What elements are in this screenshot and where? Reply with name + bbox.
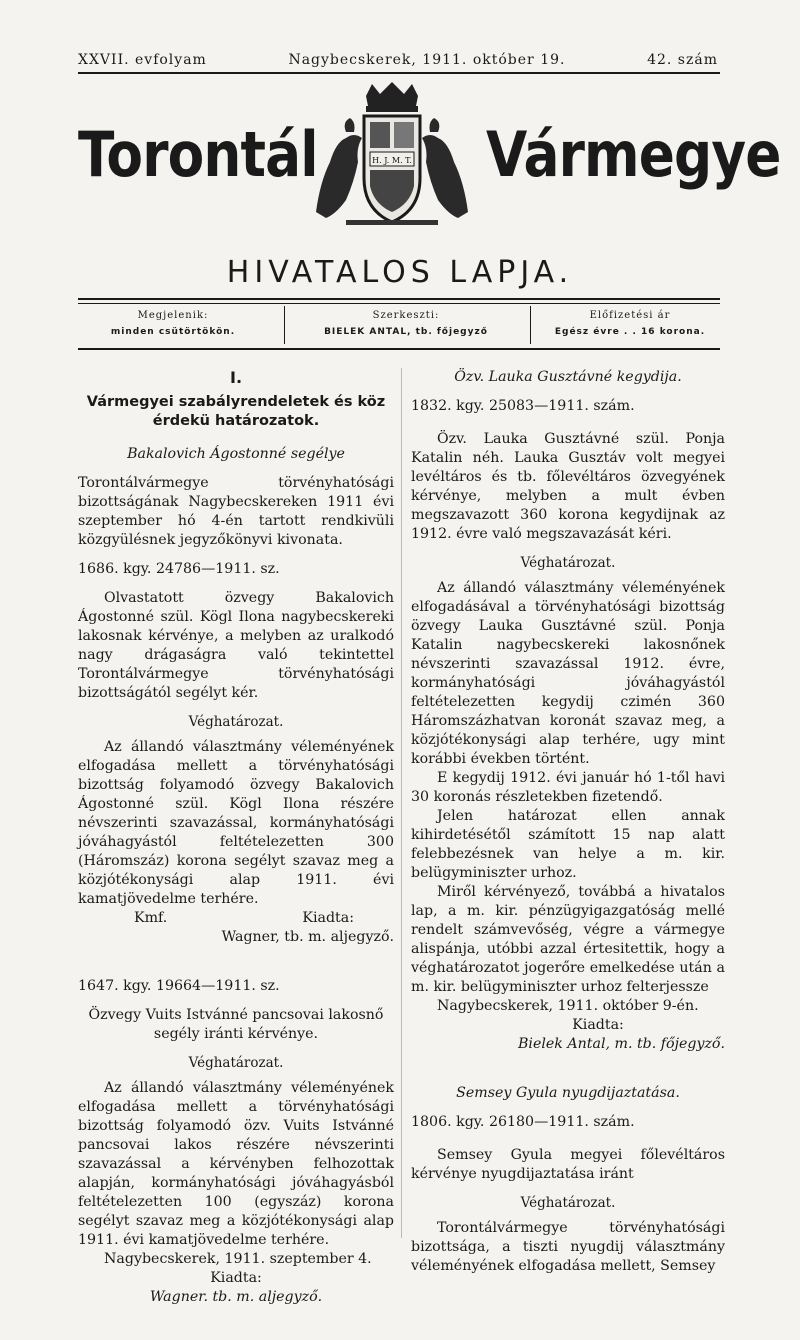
- crest-text: H. J. M. T.: [372, 156, 412, 165]
- decision-text: Az állandó választmány véleményének elfogadása mellett a törvényhatósági bizottság folyamodó özvegy Bakalovich Ágostonné szül. Kögl Ilona részére névszerinti szavazással, kormányhatósági jóváhagyástól feltételezetten 300 (Háromszáz) korona segélyt szavaz meg a közjótékonysági alap 1911. évi kamatjövedelme terhére.: [78, 739, 394, 907]
- subscription-box: [540, 310, 720, 337]
- appears-label: Megjelenik:: [137, 310, 209, 321]
- article-body: Özv. Lauka Gusztávné szül. Ponja Katalin néh. Lauka Gusztáv volt megyei levéltáros és tb. főlevéltáros özvegyének kérvénye, melyben a mult évben megszavazott 360 korona kegydijnak az 1912. évre való megszavazását kéri.: [411, 431, 725, 542]
- issued-label: Kiadta:: [210, 1270, 262, 1286]
- info-divider-1: [284, 306, 285, 344]
- subscription-value: Egész évre . . 16 korona.: [554, 327, 706, 337]
- decision-label: Véghatározat.: [188, 1055, 284, 1071]
- article-reference: 1832. kgy. 25083—1911. szám.: [411, 398, 635, 414]
- info-rule-top-thin: [78, 303, 720, 304]
- appears-box: [78, 310, 268, 337]
- paragraph: Miről kérvényező, továbbá a hivatalos lap, a m. kir. pénzügyigazgatóság mellé rendelt számvevőség, végre a vármegye alispánja, utóbbi azzal értesitettik, hogy a véghatározatot jogerőre emelkedése után a m. kir. belügyminiszter urhoz felterjessze: [411, 884, 725, 995]
- signature-line: [78, 909, 394, 928]
- article-title: Özvegy Vuits Istvánné pancsovai lakosnő segély iránti kérvénye.: [88, 1007, 384, 1042]
- left-column: [78, 368, 394, 1307]
- decision-label: Véghatározat.: [520, 1195, 616, 1211]
- signer: Bielek Antal, m. tb. főjegyző.: [518, 1036, 725, 1052]
- editor-value: BIELEK ANTAL, tb. főjegyző: [324, 327, 488, 337]
- subscription-label: Előfizetési ár: [589, 310, 671, 321]
- article-body: Olvastatott özvegy Bakalovich Ágostonné szül. Kögl Ilona nagybecskereki lakosnak kérvénye, a melyben az uralkodó nagy drágaságra való tekintettel Torontálvármegye törvényhatósági bizottságától segélyt kér.: [78, 590, 394, 701]
- article-body: Semsey Gyula megyei főlevéltáros kérvénye nyugdijaztatása iránt: [411, 1147, 725, 1182]
- top-rule: [78, 72, 720, 74]
- signer: Wagner. tb. m. aljegyző.: [149, 1289, 323, 1305]
- title-right: Vármegye: [486, 118, 781, 191]
- signer: Wagner, tb. m. aljegyző.: [221, 929, 394, 945]
- decision-label: Véghatározat.: [520, 555, 616, 571]
- editor-label: Szerkeszti:: [372, 310, 440, 321]
- issue-number: 42. szám: [647, 52, 718, 68]
- article-title: Bakalovich Ágostonné segélye: [127, 446, 345, 462]
- place-date-line: Nagybecskerek, 1911. szeptember 4.: [104, 1251, 372, 1267]
- coat-of-arms-icon: [306, 82, 478, 232]
- article-reference: 1686. kgy. 24786—1911. sz.: [78, 561, 280, 577]
- place-date-line: Nagybecskerek, 1911. október 9-én.: [437, 998, 699, 1014]
- right-column: [411, 368, 725, 1276]
- title-left: Torontál: [78, 118, 318, 191]
- decision-text: Torontálvármegye törvényhatósági bizottsága, a tiszti nyugdij választmány véleményének elfogadása mellett, Semsey: [411, 1220, 725, 1274]
- article-reference: 1806. kgy. 26180—1911. szám.: [411, 1114, 635, 1130]
- article-title: Özv. Lauka Gusztávné kegydija.: [454, 369, 682, 385]
- volume: XXVII. evfolyam: [78, 52, 207, 68]
- decision-text: Az állandó választmány véleményének elfogadásával a törvényhatósági bizottság özvegy Lauka Gusztávné szül. Ponja Katalin nagybecskereki lakosnőnek névszerinti szavazással 1912. évre, kormányhatósági jóváhagyástól feltételezetten kegydij czimén 360 Háromszázhatvan koronát szavaz meg, a közjótékonysági alap terhére, ugy mint korábbi években történt.: [411, 580, 725, 767]
- paragraph: E kegydij 1912. évi január hó 1-től havi 30 koronás részletekben fizetendő.: [411, 770, 725, 805]
- masthead-topline: [78, 52, 718, 68]
- article-reference: 1647. kgy. 19664—1911. sz.: [78, 978, 280, 994]
- info-divider-2: [530, 306, 531, 344]
- appears-value: minden csütörtökön.: [110, 327, 236, 337]
- issued-label: Kiadta:: [572, 1017, 624, 1033]
- section-number: I.: [229, 368, 243, 387]
- section-title: Vármegyei szabályrendeletek és köz érdekü határozatok.: [86, 394, 386, 429]
- kmf-label: Kmf.: [134, 910, 168, 926]
- issued-label: Kiadta:: [302, 910, 354, 926]
- paragraph: Jelen határozat ellen annak kihirdetésétől számított 15 nap alatt felebbezésnek van helye a m. kir. belügyminiszter urhoz.: [411, 808, 725, 881]
- column-divider: [401, 368, 402, 1238]
- editor-box: [296, 310, 516, 337]
- decision-text: Az állandó választmány véleményének elfogadása mellett a törvényhatósági bizottság folyamodó özv. Vuits Istvánné pancsovai lakos részére névszerinti szavazással a kérvényben felhozottak alapján, kormányhatósági jóváhagyásból feltételezetten 100 (egyszáz) korona segélyt szavaz meg a közjótékonysági alap 1911. évi kamatjövedelme terhére.: [78, 1080, 394, 1248]
- article-title: Semsey Gyula nyugdijaztatása.: [456, 1085, 680, 1101]
- place-date: Nagybecskerek, 1911. október 19.: [288, 52, 566, 68]
- info-rule-top: [78, 298, 720, 300]
- article-intro: Torontálvármegye törvényhatósági bizottságának Nagybecskereken 1911 évi szeptember hó 4-én tartott rendkivüli közgyülésnek jegyzőkönyvi kivonata.: [78, 475, 394, 548]
- info-rule-bottom: [78, 348, 720, 350]
- decision-label: Véghatározat.: [188, 714, 284, 730]
- subtitle: HIVATALOS LAPJA.: [226, 255, 574, 290]
